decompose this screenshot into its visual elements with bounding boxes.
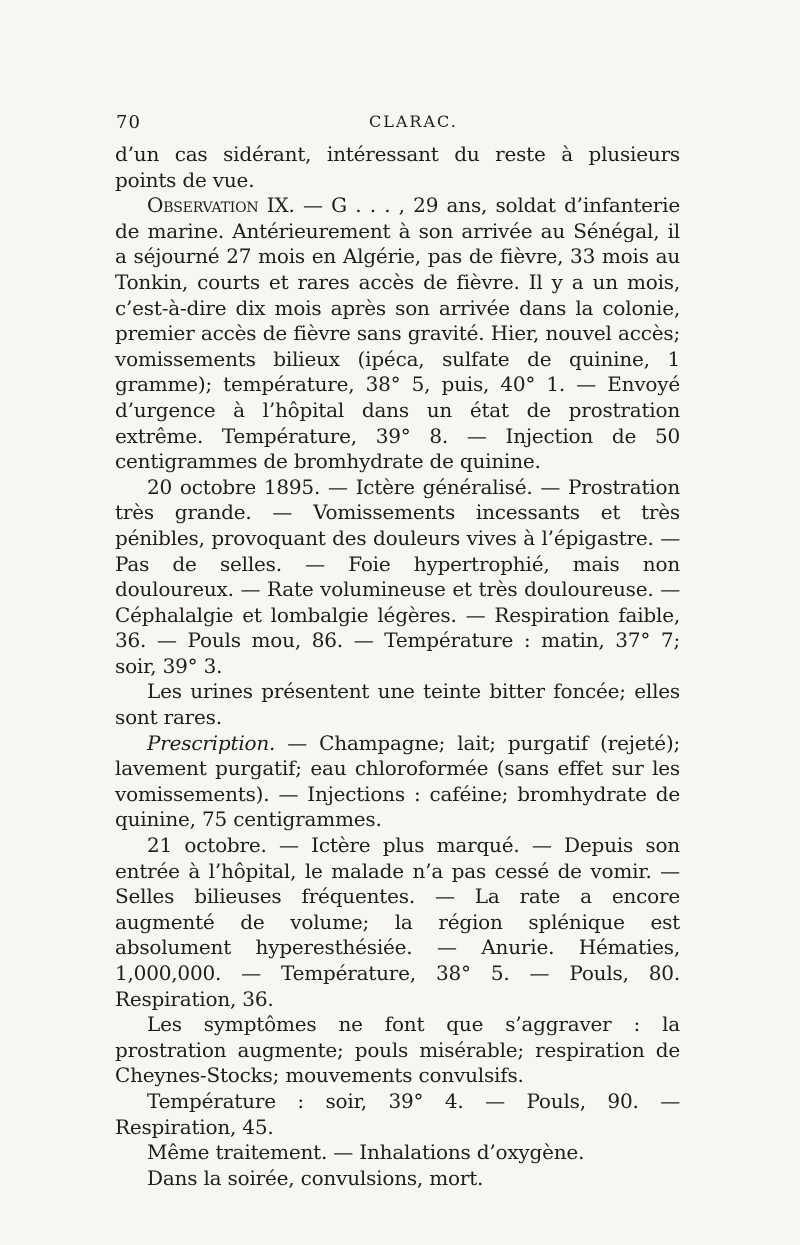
paragraph-text: d’un cas sidérant, intéressant du reste à plusieurs points de vue. [115,142,680,192]
prescription-label: Prescription. [147,730,276,755]
paragraph-death [115,1166,680,1192]
paragraph-treatment [115,1140,680,1166]
paragraph-oct-21 [115,833,680,1012]
paragraph-oct-20 [115,475,680,680]
body-text [115,142,680,1191]
paragraph-temperature [115,1089,680,1140]
paragraph-observation [115,193,680,475]
paragraph-text: — G . . . , 29 ans, soldat d’infanterie de marine. Antérieurement à son arrivée au Sénégal, il a séjourné 27 mois en Algérie, pas de fièvre, 33 mois au Tonkin, courts et rares accès de fièvre. Il y a un mois, c’est-à-dire dix mois après son arrivée dans la colonie, premier accès de fièvre sans gravité. Hier, nouvel accès; vomissements bilieux (ipéca, sulfate de quinine, 1 gramme); température, 38° 5, puis, 40° 1. — Envoyé d’urgence à l’hôpital dans un état de prostration extrême. Température, 39° 8. — Injection de 50 centigrammes de bromhydrate de quinine. [115,193,680,474]
page-number: 70 [116,112,141,133]
paragraph-text: Température : soir, 39° 4. — Pouls, 90. — Respiration, 45. [115,1088,680,1139]
paragraph-text: Les symptômes ne font que s’aggraver : la prostration augmente; pouls misérable; respiration de Cheynes-Stocks; mouvements convulsifs. [115,1012,680,1088]
paragraph-intro [115,142,680,193]
book-page [115,112,680,1191]
paragraph-text: Même traitement. — Inhalations d’oxygène. [147,1140,585,1165]
paragraph-text: 21 octobre. — Ictère plus marqué. — Depuis son entrée à l’hôpital, le malade n’a pas cessé de vomir. — Selles bilieuses fréquentes. — La rate a encore augmenté de volume; la région splénique est absolument hyperesthésiée. — Anurie. Hématies, 1,000,000. — Température, 38° 5. — Pouls, 80. Respiration, 36. [115,833,680,1011]
paragraph-text: Les urines présentent une teinte bitter foncée; elles sont rares. [115,679,680,730]
paragraph-urines [115,679,680,730]
paragraph-symptoms [115,1012,680,1089]
page-header [115,112,680,142]
paragraph-prescription [115,731,680,833]
paragraph-text: 20 octobre 1895. — Ictère généralisé. — Prostration très grande. — Vomissements incessants et très pénibles, provoquant des douleurs vives à l’épigastre. — Pas de selles. — Foie hypertrophié, mais non douloureux. — Rate volumineuse et très douloureuse. — Céphalalgie et lombalgie légères. — Respiration faible, 36. — Pouls mou, 86. — Température : matin, 37° 7; soir, 39° 3. [115,474,680,678]
paragraph-text: — Champagne; lait; purgatif (rejeté); lavement purgatif; eau chloroformée (sans effet sur les vomissements). — Injections : caféine; bromhydrate de quinine, 75 centigrammes. [115,730,680,832]
observation-label: Observation IX. [147,193,295,218]
paragraph-text: Dans la soirée, convulsions, mort. [147,1165,484,1190]
running-title: CLARAC. [369,112,458,131]
